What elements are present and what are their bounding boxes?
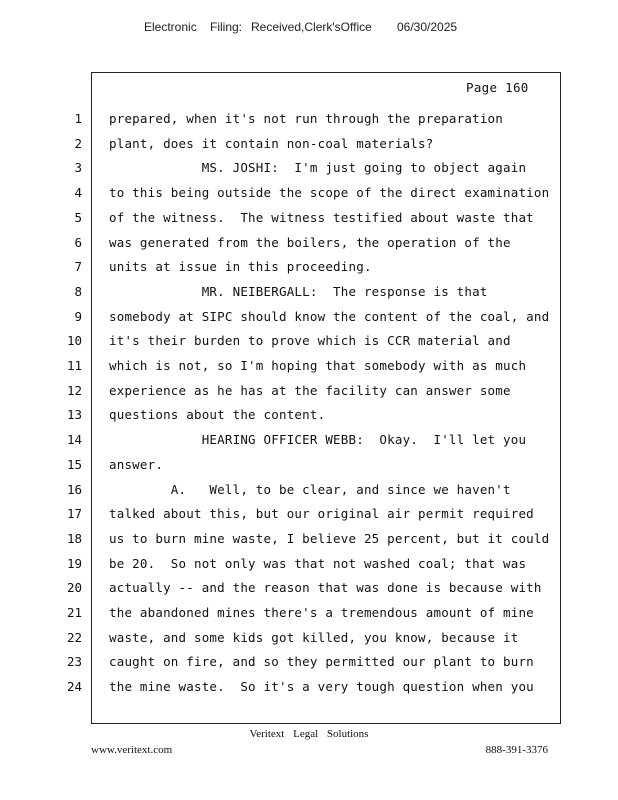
transcript-line-text: MR. NEIBERGALL: The response is that (109, 283, 488, 299)
transcript-line-text: of the witness. The witness testified about waste that (109, 209, 534, 225)
line-number: 1 (74, 111, 82, 126)
transcript-line-text: units at issue in this proceeding. (109, 259, 372, 275)
transcript-line-text: waste, and some kids got killed, you know, because it (109, 629, 519, 645)
page-number-label: Page 160 (466, 80, 529, 95)
line-number: 14 (66, 432, 82, 448)
header-electronic: Electronic (144, 20, 197, 34)
line-number: 6 (74, 234, 82, 250)
transcript-line-text: actually -- and the reason that was done is because with (109, 580, 542, 596)
line-number: 20 (66, 580, 82, 596)
line-number: 23 (66, 654, 82, 670)
line-number: 13 (66, 407, 82, 423)
line-number: 7 (74, 259, 82, 275)
transcript-line-text: questions about the content. (109, 407, 326, 423)
line-number: 17 (66, 506, 82, 522)
transcript-line-text: HEARING OFFICER WEBB: Okay. I'll let you (109, 432, 527, 448)
transcript-line-text: it's their burden to prove which is CCR material and (109, 333, 511, 349)
transcript-line-text: MS. JOSHI: I'm just going to object again (109, 160, 527, 176)
transcript-line-text: to this being outside the scope of the direct examination (109, 185, 550, 201)
line-number: 12 (66, 382, 82, 398)
line-number: 10 (66, 333, 82, 349)
transcript-line-text: the mine waste. So it's a very tough question when you (109, 679, 534, 695)
footer-company: Veritext Legal Solutions (249, 728, 369, 740)
transcript-line-text: the abandoned mines there's a tremendous amount of mine (109, 605, 534, 620)
line-number: 5 (74, 209, 82, 225)
line-number: 22 (66, 629, 82, 645)
line-number: 18 (66, 530, 82, 546)
line-number: 16 (66, 481, 82, 497)
transcript-line-text: plant, does it contain non-coal materials? (109, 135, 434, 151)
line-number: 9 (74, 308, 82, 324)
line-number: 11 (66, 358, 82, 373)
line-number: 2 (74, 135, 82, 151)
line-number: 3 (74, 160, 82, 176)
line-number: 19 (66, 555, 82, 571)
transcript-line-text: somebody at SIPC should know the content of the coal, and (109, 308, 550, 324)
transcript-line-text: was generated from the boilers, the operation of the (109, 234, 511, 250)
transcript-line-text: experience as he has at the facility can answer some (109, 382, 511, 398)
header-filing: Filing: (210, 20, 243, 34)
footer-phone: 888-391-3376 (485, 744, 548, 756)
transcript-line-text: which is not, so I'm hoping that somebody with as much (109, 358, 527, 373)
line-number: 4 (74, 185, 82, 201)
transcript-line-text: us to burn mine waste, I believe 25 percent, but it could (109, 530, 550, 546)
header-received: Received,Clerk'sOffice (251, 20, 372, 34)
transcript-line-text: talked about this, but our original air permit required (109, 506, 534, 522)
line-number: 8 (74, 283, 82, 299)
line-number: 15 (66, 456, 82, 472)
transcript-line-text: answer. (109, 456, 164, 472)
transcript-line-text: A. Well, to be clear, and since we haven't (109, 481, 511, 497)
transcript-line-text: caught on fire, and so they permitted our plant to burn (109, 654, 534, 670)
transcript-line-text: prepared, when it's not run through the preparation (109, 111, 504, 126)
line-number: 24 (66, 679, 82, 695)
transcript-line-text: be 20. So not only was that not washed coal; that was (109, 555, 527, 571)
header-date: 06/30/2025 (397, 20, 458, 34)
footer-website: www.veritext.com (91, 744, 173, 756)
line-number: 21 (66, 605, 82, 620)
